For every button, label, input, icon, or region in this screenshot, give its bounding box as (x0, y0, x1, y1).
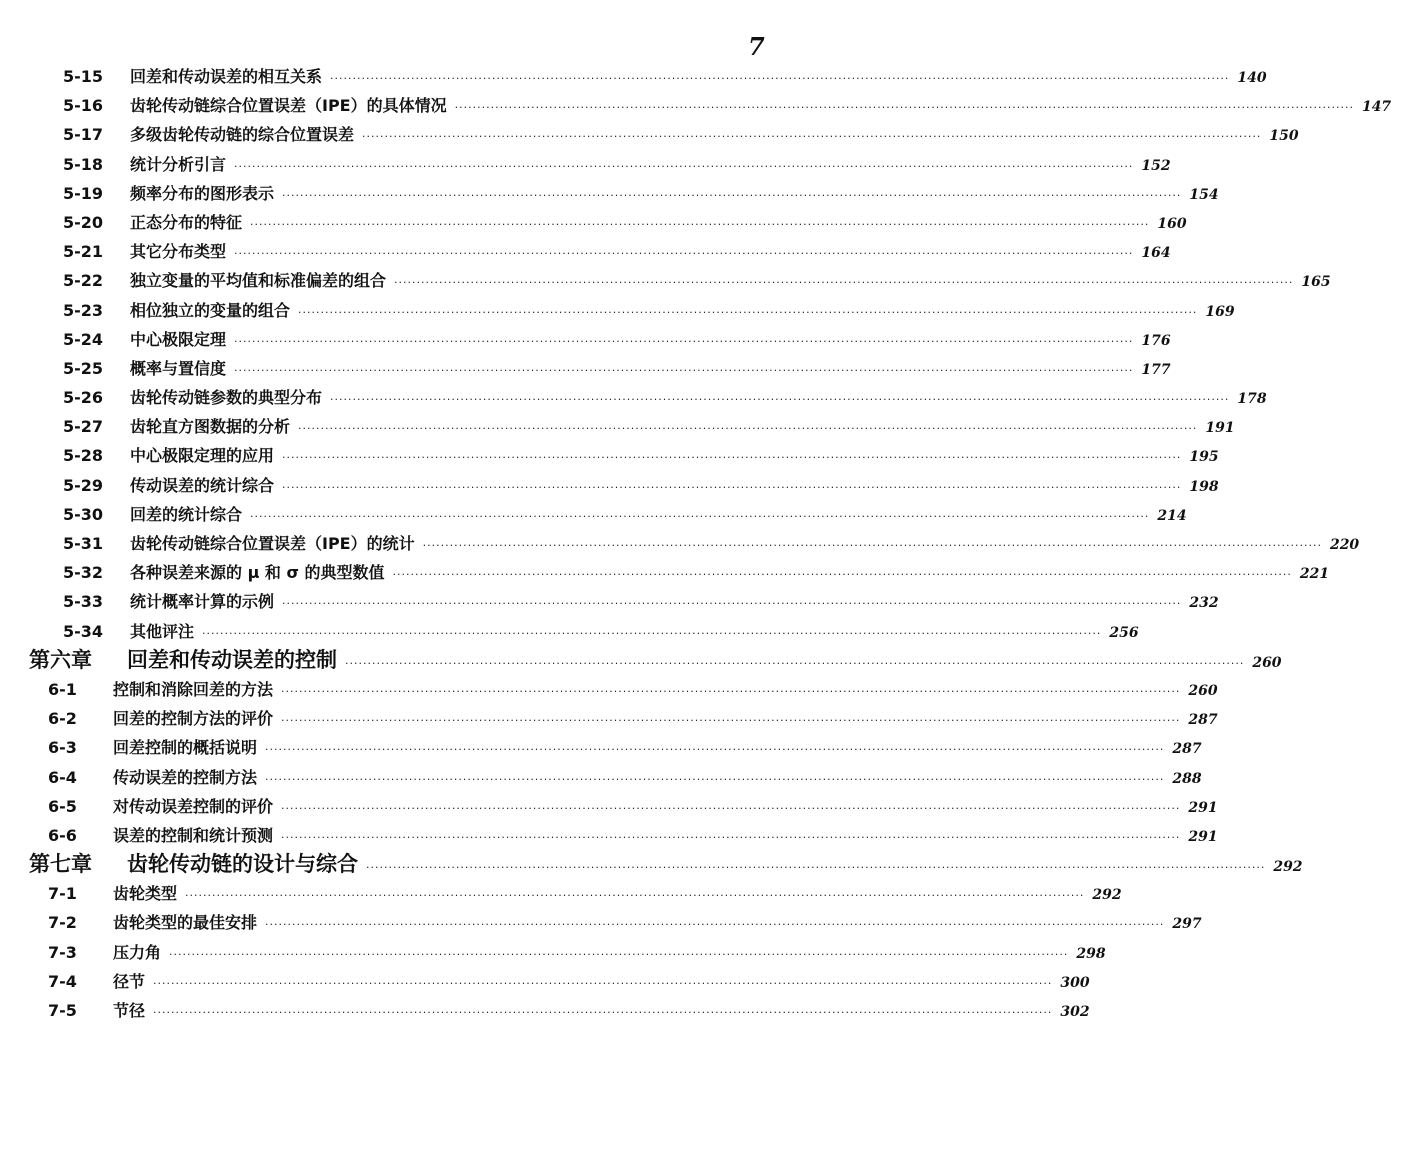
dot-leader: ········································································································································································································ (362, 130, 1262, 144)
toc-section-row (0, 383, 1267, 412)
toc-entry-title: 中心极限定理的应用 (130, 446, 275, 466)
dot-leader: ········································································································································································································ (282, 451, 1182, 465)
toc-entry-title: 各种误差来源的 μ 和 σ 的典型数值 (130, 563, 385, 583)
toc-section-row (0, 763, 1202, 792)
toc-entry-number: 5-33 (63, 592, 104, 612)
toc-entry-page: 287 (1188, 712, 1218, 729)
toc-section-row (0, 996, 1090, 1025)
toc-entry-title: 回差和传动误差的控制 (127, 647, 337, 672)
toc-section-row (0, 879, 1122, 908)
toc-entry-title: 相位独立的变量的组合 (130, 300, 291, 320)
dot-leader: ········································································································································································································ (250, 217, 1150, 231)
toc-entry-title: 径节 (113, 971, 146, 991)
toc-entry-number: 5-16 (63, 96, 104, 116)
toc-entry-title: 其它分布类型 (130, 242, 227, 262)
toc-section-row (0, 733, 1202, 762)
toc-entry-page: 287 (1172, 741, 1202, 758)
toc-entry-title: 传动误差的统计综合 (130, 475, 275, 495)
dot-leader: ········································································································································································································ (392, 568, 1292, 582)
toc-entry-title: 概率与置信度 (130, 358, 227, 378)
toc-entry-title: 齿轮传动链综合位置误差（IPE）的统计 (130, 534, 415, 553)
dot-leader: ········································································································································································································ (281, 830, 1181, 844)
toc-entry-title: 对传动误差控制的评价 (113, 796, 274, 816)
toc-section-row (0, 792, 1218, 821)
toc-entry-number: 5-20 (63, 212, 104, 232)
dot-leader: ········································································································································································································ (454, 101, 1354, 115)
toc-entry-title: 多级齿轮传动链的综合位置误差 (130, 125, 355, 145)
dot-leader: ········································································································································································································ (265, 918, 1165, 932)
toc-entry-page: 165 (1301, 274, 1331, 291)
toc-entry-title: 误差的控制和统计预测 (113, 825, 274, 845)
toc-section-row (0, 354, 1171, 383)
toc-entry-number: 6-5 (48, 796, 77, 816)
table-of-contents (0, 62, 1392, 1025)
toc-entry-number: 5-21 (63, 242, 104, 262)
toc-entry-page: 221 (1299, 566, 1330, 583)
toc-entry-page: 198 (1189, 478, 1219, 495)
dot-leader: ········································································································································································································ (153, 1006, 1053, 1019)
toc-section-row (0, 908, 1202, 937)
dot-leader: ········································································································································································································ (345, 656, 1245, 670)
toc-section-row (0, 500, 1187, 529)
toc-entry-number: 7-4 (48, 971, 77, 991)
toc-entry-title: 齿轮传动链的设计与综合 (127, 852, 358, 877)
dot-leader: ········································································································································································································ (282, 480, 1182, 494)
dot-leader: ········································································································································································································ (234, 247, 1134, 261)
dot-leader: ········································································································································································································ (281, 714, 1181, 728)
toc-entry-page: 220 (1329, 537, 1360, 553)
dot-leader: ········································································································································································································ (202, 626, 1102, 640)
toc-entry-number: 5-31 (63, 534, 104, 553)
toc-entry-title: 回差的统计综合 (130, 504, 243, 524)
toc-entry-number: 5-27 (63, 417, 104, 437)
toc-entry-number: 5-25 (63, 358, 104, 378)
toc-entry-number: 5-26 (63, 388, 104, 408)
toc-entry-page: 260 (1188, 682, 1218, 699)
toc-entry-title: 齿轮类型的最佳安排 (113, 913, 258, 933)
toc-section-row (0, 266, 1331, 295)
toc-entry-page: 152 (1141, 157, 1171, 174)
toc-entry-page: 302 (1060, 1004, 1090, 1020)
toc-entry-title: 回差控制的概括说明 (113, 738, 258, 758)
toc-entry-title: 统计分析引言 (130, 154, 227, 174)
toc-entry-page: 169 (1205, 303, 1235, 320)
dot-leader: ········································································································································································································ (281, 684, 1181, 698)
toc-entry-title: 节径 (113, 1001, 146, 1020)
toc-entry-page: 160 (1157, 215, 1187, 232)
toc-entry-page: 232 (1189, 595, 1219, 612)
toc-section-row (0, 179, 1219, 208)
toc-section-row (0, 412, 1235, 441)
dot-leader: ········································································································································································································ (366, 861, 1266, 875)
dot-leader: ········································································································································································································ (330, 72, 1230, 85)
toc-section-row (0, 150, 1171, 179)
toc-entry-page: 256 (1109, 624, 1139, 641)
dot-leader: ········································································································································································································ (330, 393, 1230, 407)
toc-entry-page: 291 (1188, 828, 1218, 845)
toc-entry-number: 7-2 (48, 913, 77, 933)
dot-leader: ········································································································································································································ (234, 159, 1134, 173)
toc-entry-title: 齿轮传动链综合位置误差（IPE）的具体情况 (130, 96, 447, 116)
toc-section-row (0, 471, 1219, 500)
toc-section-row (0, 208, 1187, 237)
dot-leader: ········································································································································································································ (153, 976, 1053, 990)
toc-section-row (0, 441, 1219, 470)
toc-chapter-row (0, 646, 1282, 675)
toc-entry-title: 回差的控制方法的评价 (113, 709, 274, 729)
dot-leader: ········································································································································································································ (234, 363, 1134, 377)
dot-leader: ········································································································································································································ (394, 276, 1294, 290)
toc-entry-title: 频率分布的图形表示 (130, 183, 275, 203)
toc-entry-title: 齿轮直方图数据的分析 (130, 417, 291, 437)
toc-section-row (0, 62, 1267, 91)
dot-leader: ········································································································································································································ (185, 889, 1085, 903)
toc-section-row (0, 120, 1299, 149)
toc-section-row (0, 967, 1090, 996)
toc-entry-number: 7-1 (48, 884, 77, 904)
toc-entry-page: 176 (1141, 332, 1171, 349)
toc-section-row (0, 91, 1392, 120)
dot-leader: ········································································································································································································ (298, 422, 1198, 436)
toc-section-row (0, 529, 1360, 558)
dot-leader: ········································································································································································································ (298, 305, 1198, 319)
toc-section-row (0, 587, 1219, 616)
toc-entry-page: 140 (1237, 70, 1267, 86)
toc-entry-number: 5-29 (63, 475, 104, 495)
toc-entry-title: 压力角 (113, 942, 162, 962)
toc-section-row (0, 237, 1171, 266)
toc-entry-title: 中心极限定理 (130, 329, 227, 349)
toc-section-row (0, 821, 1218, 850)
toc-entry-page: 292 (1092, 887, 1122, 904)
toc-entry-page: 178 (1237, 391, 1267, 408)
toc-section-row (0, 558, 1330, 587)
toc-entry-page: 292 (1273, 859, 1303, 876)
toc-entry-page: 177 (1141, 361, 1171, 378)
toc-entry-number: 5-23 (63, 300, 104, 320)
toc-entry-page: 147 (1361, 99, 1392, 116)
dot-leader: ········································································································································································································ (282, 188, 1182, 202)
toc-entry-title: 齿轮传动链参数的典型分布 (130, 388, 323, 408)
toc-entry-page: 298 (1076, 945, 1106, 962)
dot-leader: ········································································································································································································ (281, 801, 1181, 815)
toc-entry-number: 6-2 (48, 709, 77, 729)
toc-entry-title: 正态分布的特征 (130, 212, 243, 232)
toc-entry-page: 300 (1060, 974, 1090, 991)
toc-entry-page: 288 (1172, 770, 1202, 787)
toc-entry-page: 291 (1188, 799, 1218, 816)
toc-entry-title: 齿轮类型 (113, 884, 178, 904)
toc-entry-page: 260 (1252, 654, 1282, 671)
toc-entry-number: 5-18 (63, 154, 104, 174)
toc-entry-title: 控制和消除回差的方法 (113, 679, 274, 699)
dot-leader: ········································································································································································································ (265, 743, 1165, 757)
toc-entry-page: 297 (1172, 916, 1202, 933)
toc-entry-number: 6-1 (48, 679, 77, 699)
toc-entry-number: 6-3 (48, 738, 77, 758)
toc-entry-title: 传动误差的控制方法 (113, 767, 258, 787)
toc-section-row (0, 704, 1218, 733)
page-number: 7 (748, 32, 765, 61)
toc-entry-page: 214 (1157, 507, 1187, 524)
toc-entry-title: 独立变量的平均值和标准偏差的组合 (130, 271, 387, 291)
toc-entry-number: 6-6 (48, 825, 77, 845)
toc-entry-page: 150 (1269, 128, 1299, 145)
toc-entry-page: 164 (1141, 245, 1171, 262)
toc-entry-number: 5-15 (63, 67, 104, 86)
toc-section-row (0, 675, 1218, 704)
toc-section-row (0, 938, 1106, 967)
toc-entry-number: 5-22 (63, 271, 104, 291)
toc-entry-number: 5-28 (63, 446, 104, 466)
toc-entry-title: 其他评注 (130, 621, 195, 641)
dot-leader: ········································································································································································································ (169, 947, 1069, 961)
toc-entry-number: 6-4 (48, 767, 77, 787)
dot-leader: ········································································································································································································ (250, 509, 1150, 523)
toc-section-row (0, 325, 1171, 354)
toc-entry-number: 5-30 (63, 504, 104, 524)
toc-entry-number: 第七章 (29, 852, 92, 877)
toc-entry-number: 5-17 (63, 125, 104, 145)
toc-chapter-row (0, 850, 1303, 879)
toc-entry-number: 5-19 (63, 183, 104, 203)
toc-entry-title: 回差和传动误差的相互关系 (130, 67, 323, 86)
dot-leader: ········································································································································································································ (234, 334, 1134, 348)
toc-section-row (0, 296, 1235, 325)
dot-leader: ········································································································································································································ (265, 772, 1165, 786)
toc-entry-number: 5-24 (63, 329, 104, 349)
dot-leader: ········································································································································································································ (282, 597, 1182, 611)
toc-section-row (0, 617, 1139, 646)
toc-entry-page: 191 (1205, 420, 1235, 437)
toc-entry-number: 第六章 (29, 647, 92, 672)
toc-entry-number: 7-3 (48, 942, 77, 962)
toc-entry-number: 5-34 (63, 621, 104, 641)
toc-entry-title: 统计概率计算的示例 (130, 592, 275, 612)
toc-entry-number: 5-32 (63, 563, 104, 583)
dot-leader: ········································································································································································································ (422, 539, 1322, 552)
toc-entry-number: 7-5 (48, 1001, 77, 1020)
toc-entry-page: 195 (1189, 449, 1219, 466)
toc-entry-page: 154 (1189, 186, 1219, 203)
